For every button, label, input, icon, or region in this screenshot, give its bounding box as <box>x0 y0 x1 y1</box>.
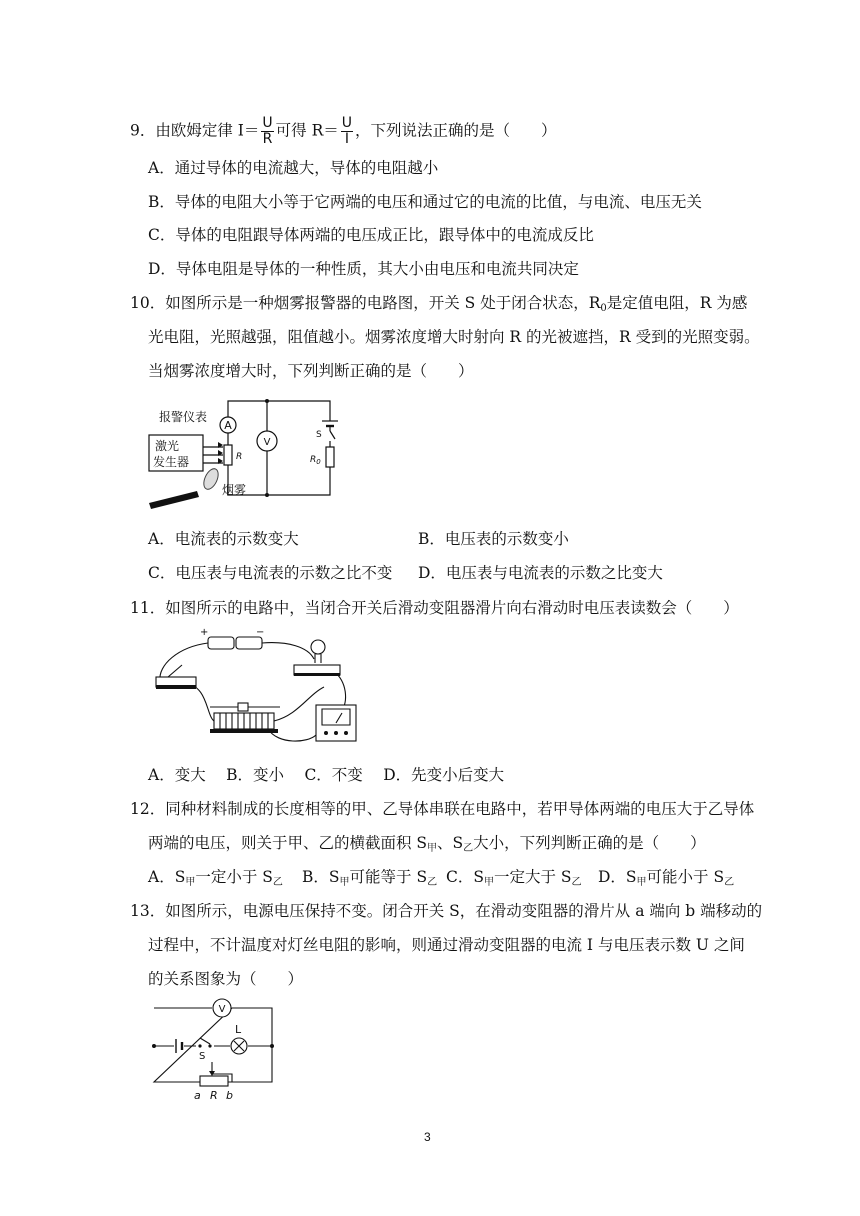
end-b-label: b <box>226 1089 233 1102</box>
smoke-alarm-circuit-figure <box>145 395 345 515</box>
voltmeter-label: V <box>263 437 271 448</box>
q9-stem <box>130 116 557 147</box>
lamp-rheostat-circuit-figure <box>148 996 278 1104</box>
q11-options: A．变大 B．变小 C．不变 D．先变小后变大 <box>148 766 505 784</box>
ammeter-label: A <box>224 419 232 432</box>
q9-mid: 可得 R＝ <box>275 121 339 140</box>
q11-line1: 11．如图所示的电路中，当闭合开关后滑动变阻器滑片向右滑动时电压表读数会（ ） <box>130 599 739 617</box>
voltmeter-label: V <box>218 1004 226 1015</box>
q12-line1: 12．同种材料制成的长度相等的甲、乙导体串联在电路中，若甲导体两端的电压大于乙导体 <box>130 800 755 818</box>
rheostat-r-label: R <box>210 1089 218 1102</box>
battery-plus-label: + <box>200 627 209 638</box>
alarm-label: 报警仪表 <box>159 410 208 424</box>
battery-minus-label: − <box>256 627 265 638</box>
switch-label: S <box>316 430 322 440</box>
q9-option-b: B．导体的电阻大小等于它两端的电压和通过它的电流的比值，与电流、电压无关 <box>148 193 702 211</box>
q12-line2: 两端的电压，则关于甲、乙的横截面积 $S_甲$、$S_乙$大小，下列判断正确的是（ ） <box>148 834 706 854</box>
laser-label-2: 发生器 <box>153 455 190 469</box>
page-number: 3 <box>424 1130 431 1144</box>
q9-suffix: ，下列说法正确的是（ ） <box>355 121 557 140</box>
q9-fraction-u-over-i: $\frac{U}{I}$ <box>341 115 353 147</box>
q9-prefix: 9．由欧姆定律 I＝ <box>130 121 260 140</box>
q9-option-a: A．通过导体的电流越大，导体的电阻越小 <box>148 159 439 177</box>
r-label: R <box>236 452 243 462</box>
q10-option-d: D．电压表与电流表的示数之比变大 <box>418 564 663 582</box>
q10-line3: 当烟雾浓度增大时，下列判断正确的是（ ） <box>148 362 474 380</box>
q10-line1: 10．如图所示是一种烟雾报警器的电路图，开关 S 处于闭合状态，$R_0$是定值电阻，R 为感 <box>130 294 748 314</box>
smoke-label: 烟雾 <box>222 483 247 497</box>
q12-option-d: D．$S_甲$可能小于 $S_乙$ <box>598 868 735 888</box>
q10-option-b: B．电压表的示数变小 <box>418 530 569 548</box>
q12-option-b: B．$S_甲$可能等于 $S_乙$ <box>302 868 438 888</box>
q10-option-a: A．电流表的示数变大 <box>148 530 299 548</box>
sliding-rheostat-circuit-figure <box>148 625 358 750</box>
q12-option-c: C．$S_甲$一定大于 $S_乙$ <box>446 868 582 888</box>
q13-line3: 的关系图象为（ ） <box>148 970 304 988</box>
laser-label-1: 激光 <box>155 439 180 453</box>
end-a-label: a <box>194 1089 201 1102</box>
q10-line2: 光电阻，光照越强，阻值越小。烟雾浓度增大时射向 R 的光被遮挡，R 受到的光照变弱。 <box>148 328 760 346</box>
switch-label: S <box>199 1051 206 1062</box>
q9-option-c: C．导体的电阻跟导体两端的电压成正比，跟导体中的电流成反比 <box>148 226 594 244</box>
q10-option-c: C．电压表与电流表的示数之比不变 <box>148 564 393 582</box>
q9-option-d: D．导体电阻是导体的一种性质，其大小由电压和电流共同决定 <box>148 260 579 278</box>
r0-label: $R_0$ <box>310 455 321 466</box>
q13-line2: 过程中，不计温度对灯丝电阻的影响，则通过滑动变阻器的电流 I 与电压表示数 U 之间 <box>148 936 745 954</box>
lamp-label: L <box>235 1023 242 1036</box>
q9-fraction-u-over-r: $\frac{U}{R}$ <box>262 115 273 147</box>
q13-line1: 13．如图所示，电源电压保持不变。闭合开关 S，在滑动变阻器的滑片从 a 端向 b 端移动的 <box>130 902 763 920</box>
q12-option-a: A．$S_甲$一定小于 $S_乙$ <box>148 868 283 888</box>
